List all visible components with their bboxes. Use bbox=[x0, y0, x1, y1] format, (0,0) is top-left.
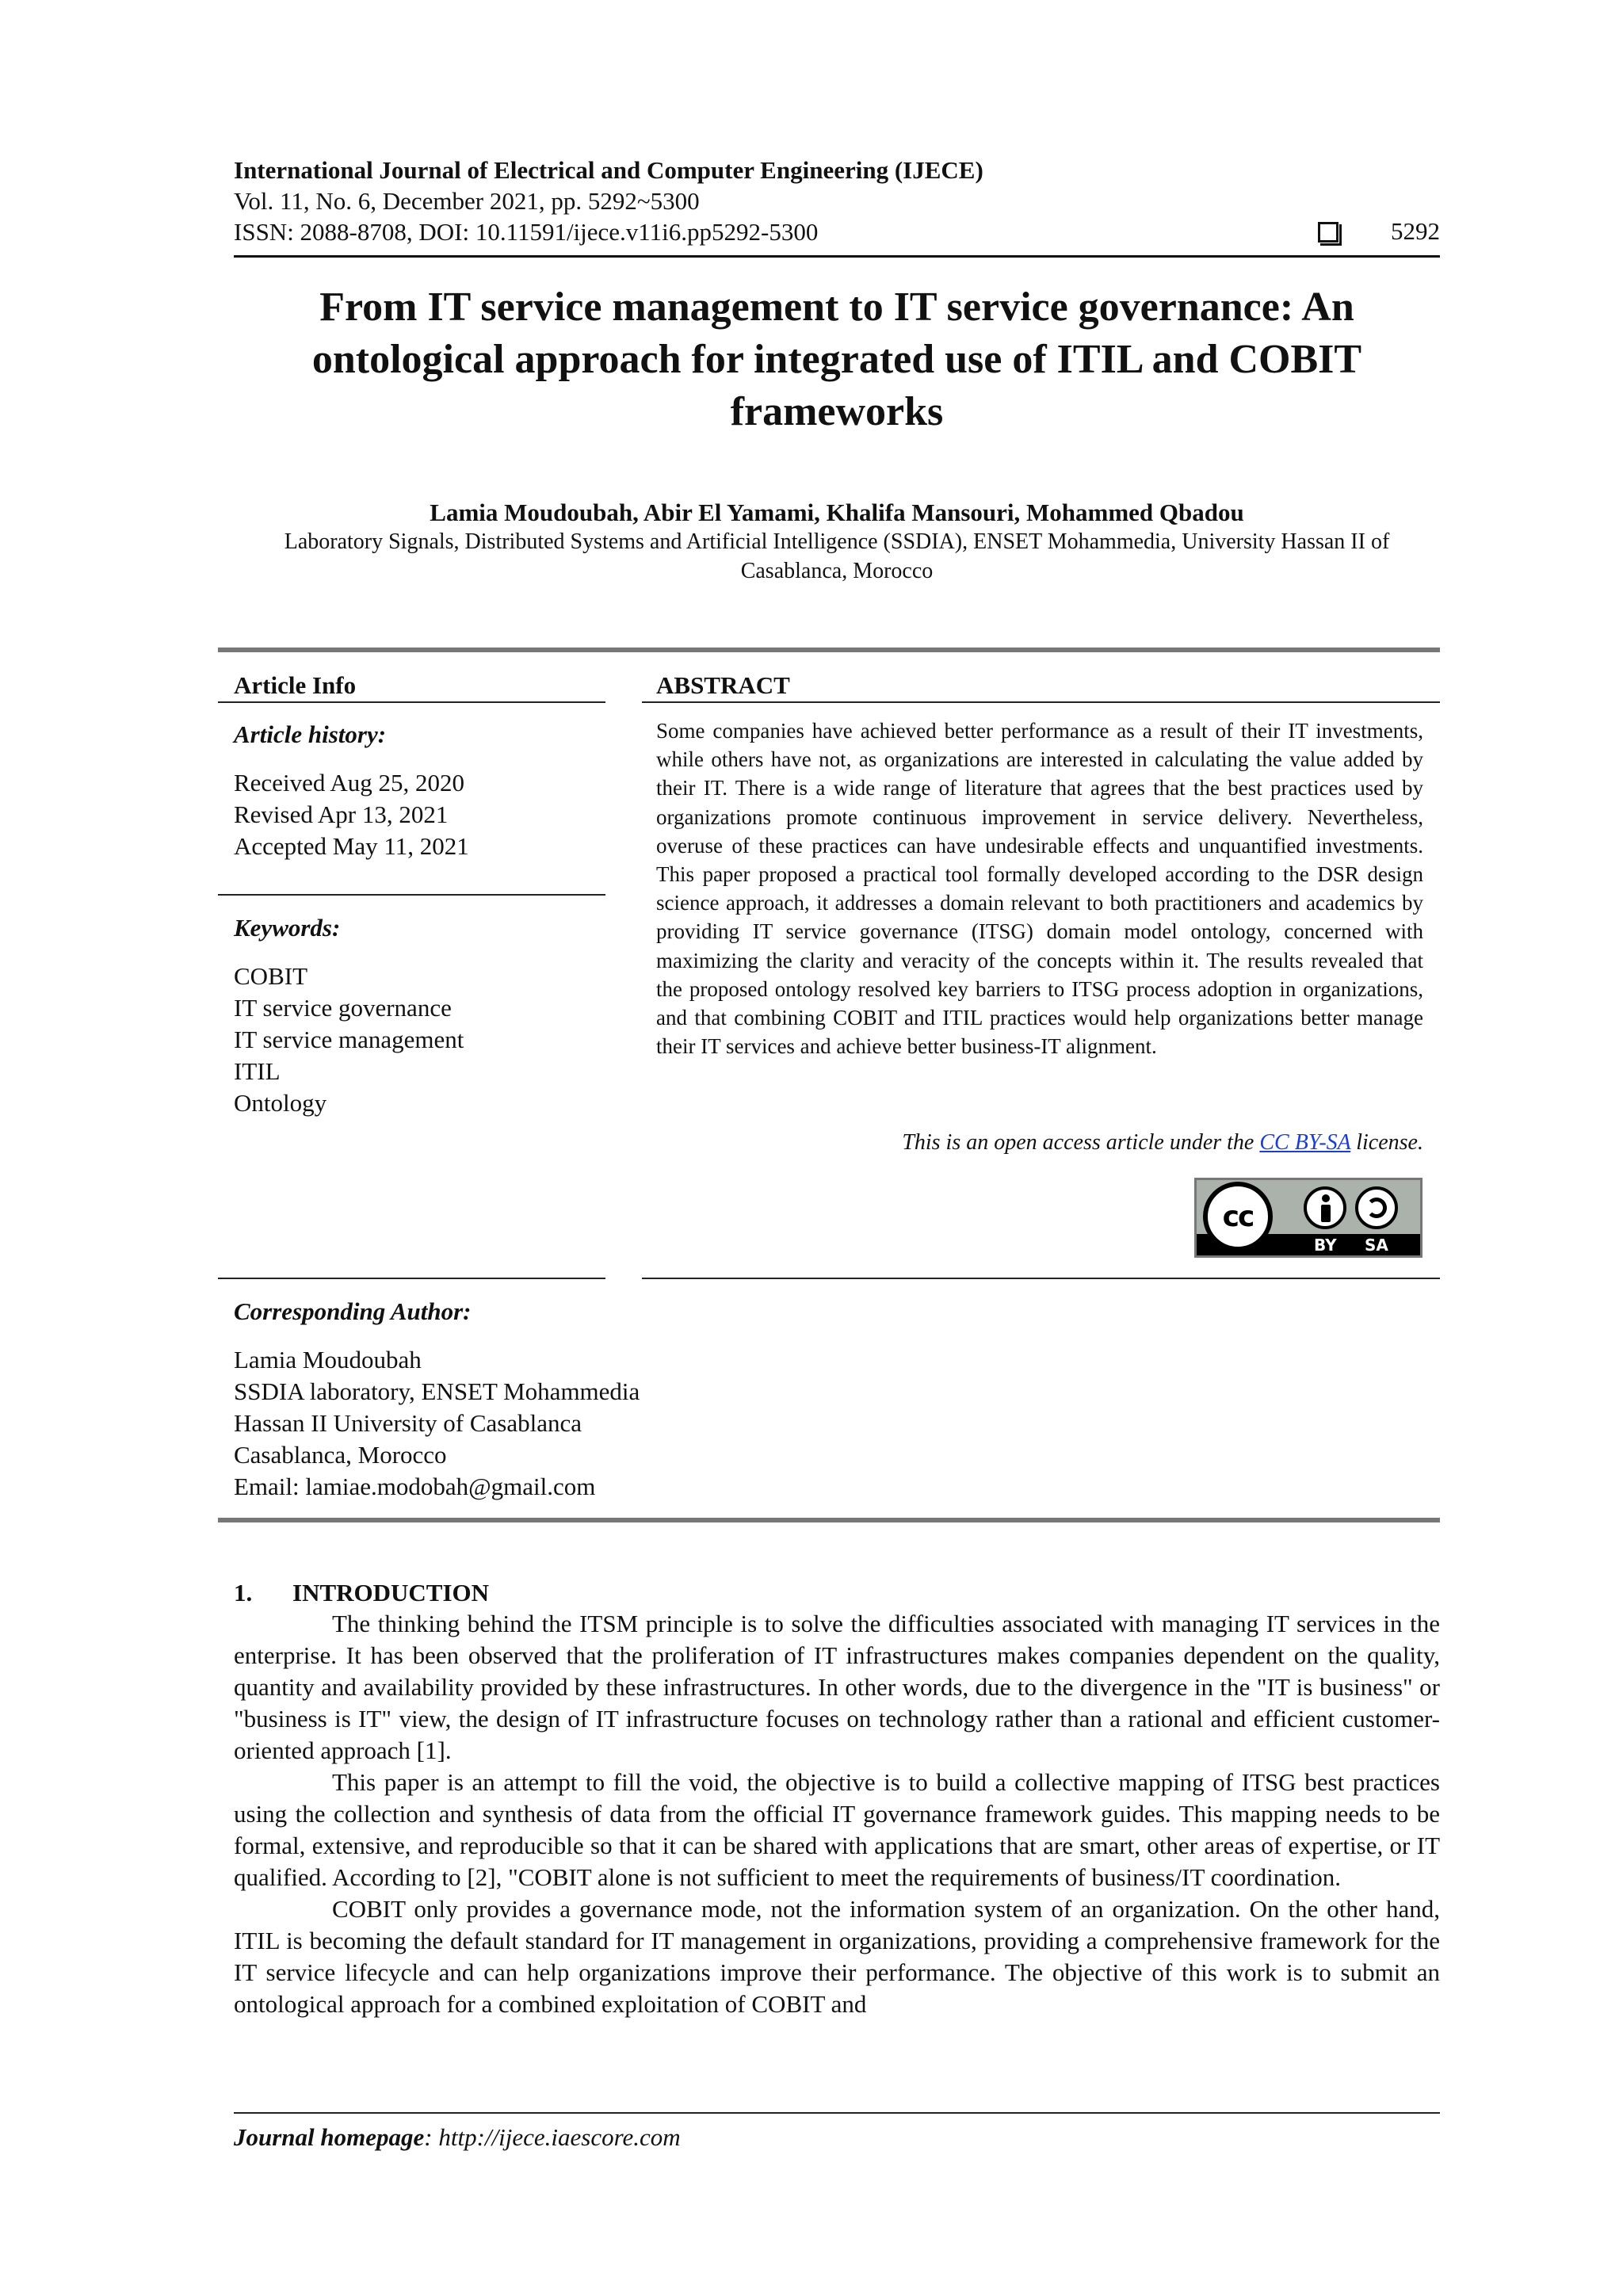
journal-name: International Journal of Electrical and Computer Engineering (IJECE) bbox=[234, 156, 983, 184]
section-heading-introduction bbox=[234, 1578, 489, 1608]
paragraph: The thinking behind the ITSM principle is to solve the difficulties associated with managing IT services in the enterprise. It has been observed that the proliferation of IT infrastructures makes companies dependent on the quality, quantity and availability provided by these infrastructures. In other words, due to the divergence in the "IT is business" or "business is IT" view, the design of IT infrastructure focuses on technology rather than a rational and efficient customer-oriented approach [1]. bbox=[234, 1610, 1440, 1764]
history-rule bbox=[218, 894, 605, 896]
corresponding-author-lab: SSDIA laboratory, ENSET Mohammedia bbox=[234, 1377, 640, 1405]
abstract-text: Some companies have achieved better performance as a result of their IT investments, while others have not, as organizations are interested in calculating the value added by their IT. There is a wide range of literature that agrees that the best practices used by organizations promote continuous improvement in service delivery. Nevertheless, overuse of these practices can have undesirable effects and unquantified investments. This paper proposed a practical tool formally developed according to the DSR design science approach, it addresses a domain relevant to both practitioners and academics by providing IT service governance (ITSG) domain model ontology, concerned with maximizing the clarity and veracity of the concepts within it. The results revealed that the proposed ontology resolved key barriers to ITSG process adoption in organizations, and that combining COBIT and ITIL practices would help organizations better manage their IT services and achieve better business-IT alignment. bbox=[656, 719, 1423, 1059]
footer-divider bbox=[234, 2112, 1440, 2114]
open-access-notice bbox=[656, 1129, 1423, 1157]
article-info-rule bbox=[218, 701, 605, 703]
open-access-prefix: This is an open access article under the bbox=[902, 1130, 1254, 1155]
info-bottom-rule bbox=[218, 1518, 1440, 1522]
keyword-item: IT service governance bbox=[234, 994, 452, 1022]
license-link[interactable]: CC BY-SA bbox=[1259, 1130, 1351, 1155]
cc-icon: cc bbox=[1203, 1182, 1273, 1251]
article-history-label: Article history: bbox=[234, 720, 387, 748]
journal-homepage-url[interactable]: : http://ijece.iaescore.com bbox=[424, 2123, 681, 2151]
journal-homepage-label: Journal homepage bbox=[234, 2123, 425, 2151]
open-access-suffix: license. bbox=[1356, 1130, 1423, 1155]
article-info-heading: Article Info bbox=[234, 671, 357, 699]
received-date: Received Aug 25, 2020 bbox=[234, 769, 465, 797]
corresponding-author-label: Corresponding Author: bbox=[234, 1297, 472, 1325]
author-affiliation: Laboratory Signals, Distributed Systems and Artificial Intelligence (SSDIA), ENSET Mohammedia, University Hassan II of Casablanca, Morocco bbox=[284, 529, 1390, 583]
cc-sa-label: SA bbox=[1365, 1236, 1388, 1255]
abstract-heading: ABSTRACT bbox=[656, 671, 790, 699]
corresponding-author-name: Lamia Moudoubah bbox=[234, 1346, 422, 1373]
journal-homepage bbox=[234, 2122, 681, 2153]
paragraph: This paper is an attempt to fill the void, the objective is to build a collective mapping of ITSG best practices using the collection and synthesis of data from the official IT governance framework guides. This mapping needs to be formal, extensive, and reproducible so that it can be shared with applications that are smart, other areas of expertise, or IT qualified. According to [2], "COBIT alone is not sufficient to meet the requirements of business/IT coordination. bbox=[234, 1768, 1440, 1891]
keyword-item: ITIL bbox=[234, 1057, 281, 1085]
accepted-date: Accepted May 11, 2021 bbox=[234, 832, 469, 860]
paragraph: COBIT only provides a governance mode, not the information system of an organization. On the other hand, ITIL is becoming the default standard for IT management in organizations, providing a comprehensive framework for the IT service lifecycle and can help organizations improve their performance. The objective of this work is to submit an ontological approach for a combined exploitation of COBIT and bbox=[234, 1895, 1440, 2018]
keywords-label: Keywords: bbox=[234, 914, 341, 942]
page-number: 5292 bbox=[1391, 217, 1440, 245]
page-square-icon bbox=[1318, 222, 1338, 243]
corresponding-author-location: Casablanca, Morocco bbox=[234, 1441, 447, 1469]
revised-date: Revised Apr 13, 2021 bbox=[234, 800, 449, 828]
keyword-item: COBIT bbox=[234, 962, 307, 990]
introduction-body bbox=[234, 1608, 1440, 2020]
header-divider bbox=[234, 255, 1440, 258]
cc-by-label: BY bbox=[1314, 1236, 1337, 1255]
paper-title: From IT service management to IT service governance: An ontological approach for integrated use of ITIL and COBIT frameworks bbox=[311, 285, 1362, 434]
info-top-rule bbox=[218, 648, 1440, 652]
journal-volume: Vol. 11, No. 6, December 2021, pp. 5292~5300 bbox=[234, 187, 700, 215]
keywords-rule bbox=[218, 1278, 605, 1279]
abstract-rule bbox=[642, 701, 1440, 703]
section-number: 1. bbox=[234, 1579, 253, 1606]
keyword-item: IT service management bbox=[234, 1026, 464, 1053]
section-title: INTRODUCTION bbox=[292, 1579, 490, 1606]
share-alike-icon bbox=[1355, 1186, 1398, 1229]
corresponding-author-email: Email: lamiae.modobah@gmail.com bbox=[234, 1473, 596, 1500]
cc-by-sa-badge[interactable] bbox=[1194, 1178, 1423, 1258]
corresponding-author-university: Hassan II University of Casablanca bbox=[234, 1409, 582, 1437]
abstract-bottom-rule bbox=[642, 1278, 1440, 1279]
attribution-icon bbox=[1304, 1186, 1346, 1229]
keyword-item: Ontology bbox=[234, 1089, 327, 1117]
journal-issn: ISSN: 2088-8708, DOI: 10.11591/ijece.v11i6.pp5292-5300 bbox=[234, 218, 819, 246]
author-list: Lamia Moudoubah, Abir El Yamami, Khalifa Mansouri, Mohammed Qbadou bbox=[430, 499, 1244, 526]
